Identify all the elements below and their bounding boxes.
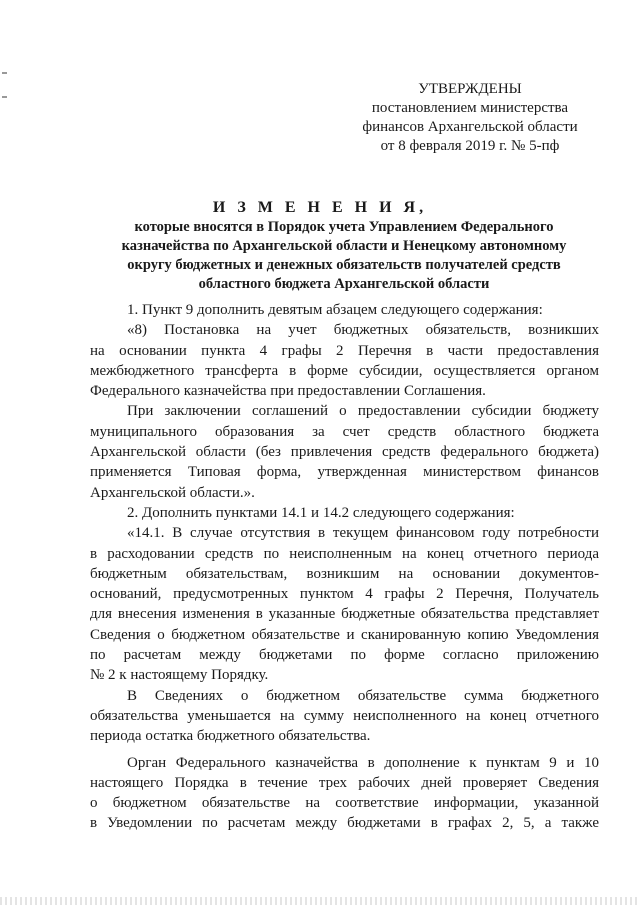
scan-edge-mark: [2, 96, 7, 98]
paragraph-line: о бюджетном обязательстве на соответствие информации, указанной: [90, 795, 599, 812]
subtitle-line: казначейства по Архангельской области и Ненецкому автономному: [121, 238, 567, 254]
paragraph-line: обязательства уменьшается на сумму неисполненного на конец отчетного: [90, 707, 599, 724]
paragraph-line: Орган Федерального казначейства в дополнение к пунктам 9 и 10: [127, 754, 599, 771]
document-subtitle: [104, 218, 584, 294]
approval-stamp: [345, 80, 595, 156]
paragraph-line: применяется Типовая форма, утвержденная министерством финансов: [90, 464, 599, 481]
paragraph-line: оснований, предусмотренных пунктом 4 графы 2 Перечня, Получатель: [90, 586, 599, 603]
paragraph-line: Федерального казначейства при предоставлении Соглашения.: [90, 383, 486, 400]
paragraph-line: по расчетам между бюджетами по форме согласно приложению: [90, 647, 599, 664]
document-body: [90, 300, 599, 834]
document-title: И З М Е Н Е Н И Я,: [212, 199, 428, 216]
paragraph-line: Архангельской области.».: [90, 484, 255, 501]
paragraph-line: бюджетным обязательствам, возникшим на основании документов-: [90, 565, 599, 582]
subtitle-line: областного бюджета Архангельской области: [198, 276, 490, 292]
paragraph-line: 1. Пункт 9 дополнить девятым абзацем следующего содержания:: [127, 302, 543, 318]
paragraph-line: «8) Постановка на учет бюджетных обязательств, возникших: [127, 322, 599, 339]
scan-edge-mark: [2, 72, 7, 74]
paragraph-line: на основании пункта 4 графы 2 Перечня в части предоставления: [90, 342, 599, 359]
paragraph-line: Архангельской области (без привлечения средств федерального бюджета): [90, 444, 599, 461]
paragraph-line: межбюджетного трансферта в форме субсидии, осуществляется органом: [90, 362, 599, 379]
paragraph-line: в расходовании средств по неисполненным на конец отчетного периода: [90, 545, 599, 562]
approval-line: постановлением министерства: [371, 100, 569, 116]
paragraph-line: При заключении соглашений о предоставлении субсидии бюджету: [127, 403, 599, 420]
paragraph-line: «14.1. В случае отсутствия в текущем финансовом году потребности: [127, 525, 599, 542]
scan-bottom-edge: [0, 897, 640, 905]
approval-heading: УТВЕРЖДЕНЫ: [418, 81, 522, 97]
paragraph-line: в Уведомлении по расчетам между бюджетами в графах 2, 5, а также: [90, 815, 599, 832]
subtitle-line: округу бюджетных и денежных обязательств получателей средств: [127, 257, 561, 273]
approval-date-line: от 8 февраля 2019 г. № 5-пф: [380, 138, 560, 154]
paragraph-line: Сведения о бюджетном обязательстве и сканированную копию Уведомления: [90, 626, 599, 643]
subtitle-line: которые вносятся в Порядок учета Управлением Федерального: [134, 219, 554, 235]
paragraph-line: 2. Дополнить пунктами 14.1 и 14.2 следующего содержания:: [127, 504, 515, 521]
paragraph-line: для внесения изменения в указанные бюджетные обязательства представляет: [90, 606, 599, 623]
paragraph-line: В Сведениях о бюджетном обязательстве сумма бюджетного: [127, 687, 599, 704]
paragraph-line: муниципального образования за счет средств областного бюджета: [90, 423, 599, 440]
paragraph-line: настоящего Порядка в течение трех рабочих дней проверяет Сведения: [90, 774, 599, 791]
paragraph-line: № 2 к настоящему Порядку.: [90, 667, 269, 684]
approval-line: финансов Архангельской области: [362, 119, 578, 135]
paragraph-line: периода остатка бюджетного обязательства.: [90, 728, 371, 745]
